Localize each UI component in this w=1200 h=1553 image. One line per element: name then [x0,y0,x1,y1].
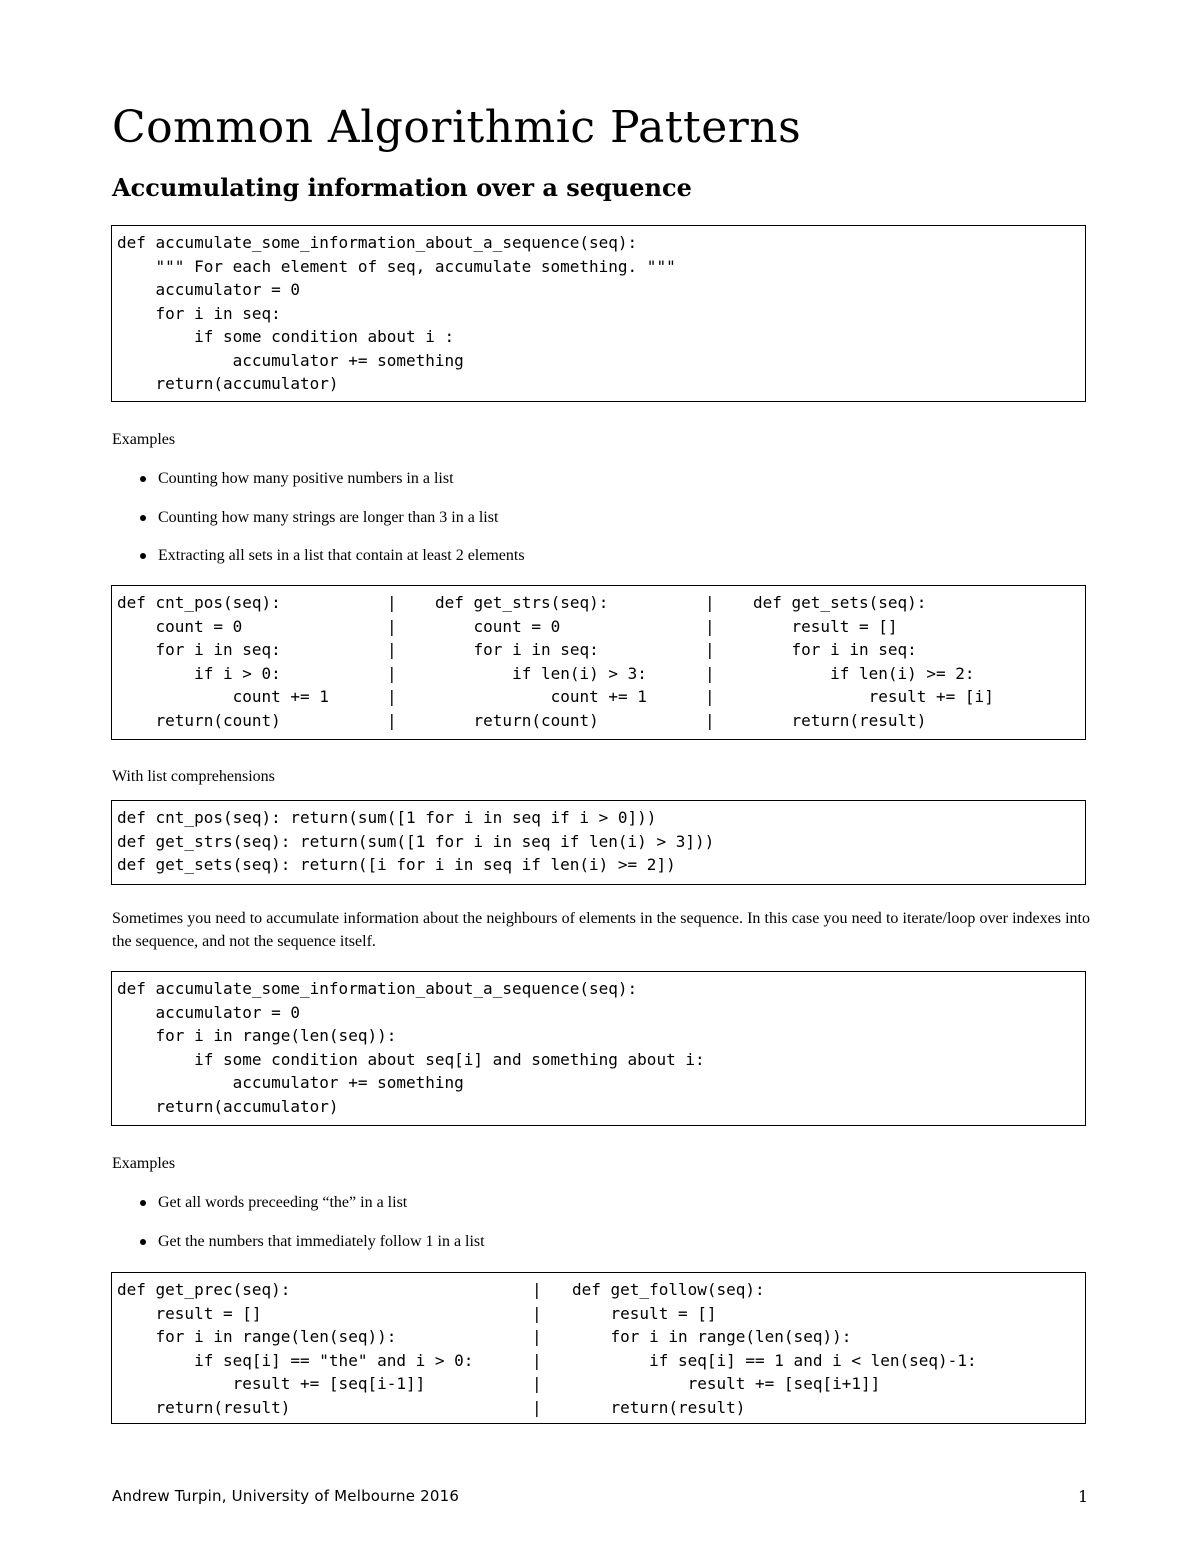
code-columns [117,591,1085,732]
bullet-icon [140,553,146,559]
list-item [136,467,525,506]
code-block-accumulate [111,225,1086,402]
list-item [136,544,525,583]
examples-list [136,467,525,583]
bullet-icon [140,1200,146,1206]
code-get-sets: def get_sets(seq): result = [] for i in seq: if len(i) >= 2: result += [i] return(result) [753,593,994,730]
column-separator: | | | | | | [387,593,397,730]
code-index-loop: def accumulate_some_information_about_a_sequence(seq): accumulator = 0 for i in range(len(seq)): if some condition about seq[i] and something about i: accumulator += something return(accumulator) [117,979,705,1116]
code-get-strs: def get_strs(seq): count = 0 for i in seq: if len(i) > 3: count += 1 return(count) [435,593,647,730]
code-cnt-pos: def cnt_pos(seq): count = 0 for i in seq: if i > 0: count += 1 return(count) [117,593,329,730]
section-heading: Accumulating information over a sequence [112,173,692,202]
code-accumulate: def accumulate_some_information_about_a_sequence(seq): """ For each element of seq, accumulate something. """ accumulator = 0 for i in seq: if some condition about i : accumulator += something return(accumulator) [117,233,676,393]
examples-label: Examples [112,431,176,448]
list-comprehensions-label: With list comprehensions [112,768,275,785]
list-item-text: Extracting all sets in a list that contain at least 2 elements [158,547,525,564]
page-title: Common Algorithmic Patterns [112,102,802,153]
list-item [136,1230,485,1269]
list-item [136,1191,485,1230]
list-item-text: Counting how many strings are longer than 3 in a list [158,508,499,526]
code-get-follow: def get_follow(seq): result = [] for i in range(len(seq)): if seq[i] == 1 and i < len(seq)-1: result += [seq[i+1]] return(result) [572,1280,977,1417]
bullet-icon [140,515,146,521]
list-item-text: Get the numbers that immediately follow 1 in a list [158,1232,485,1250]
list-item-text: Get all words preceeding “the” in a list [158,1194,408,1211]
examples-list-2 [136,1191,485,1268]
list-item [136,506,525,545]
code-block-index-loop [111,971,1086,1126]
list-item-text: Counting how many positive numbers in a list [158,470,454,487]
code-block-neighbour-examples [111,1272,1086,1424]
code-block-list-comprehensions [111,800,1086,885]
neighbours-paragraph: Sometimes you need to accumulate information about the neighbours of elements in the sequence. In this case you need to iterate/loop over indexes into the sequence, and not the sequence itself. [112,910,1090,950]
code-get-prec: def get_prec(seq): result = [] for i in range(len(seq)): if seq[i] == "the" and i > 0: result += [seq[i-1]] return(result) [117,1280,474,1417]
footer-author: Andrew Turpin, University of Melbourne 2016 [112,1487,460,1505]
page-number: 1 [1078,1487,1089,1506]
code-columns [117,1278,1085,1419]
column-separator: | | | | | | [532,1280,542,1417]
bullet-icon [140,1239,146,1245]
column-separator: | | | | | | [705,593,715,730]
code-block-examples [111,585,1086,740]
code-list-comprehensions: def cnt_pos(seq): return(sum([1 for i in seq if i > 0])) def get_strs(seq): return(sum([1 for i in seq if len(i) > 3])) def get_sets(seq): return([i for i in seq if len(i) >= 2]) [117,808,715,874]
examples-label-2: Examples [112,1155,176,1172]
bullet-icon [140,476,146,482]
